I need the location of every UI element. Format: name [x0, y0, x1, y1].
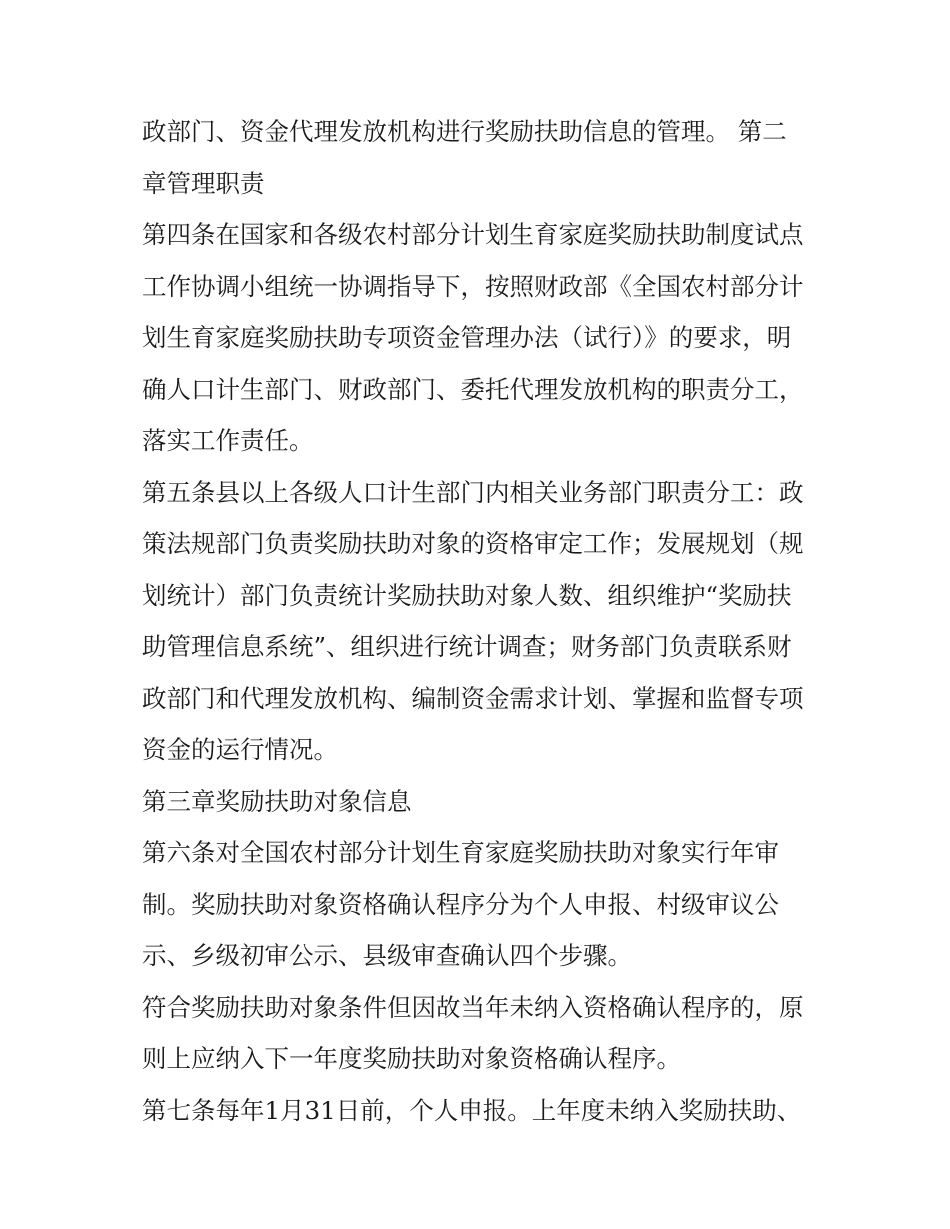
text-line: 政部门和代理发放机构、编制资金需求计划、掌握和监督专项 [142, 683, 804, 713]
text-line: 确人口计生部门、财政部门、委托代理发放机构的职责分工， [142, 374, 804, 404]
text-line: 第三章奖励扶助对象信息 [142, 786, 412, 816]
text-line: 工作协调小组统一协调指导下，按照财政部《全国农村部分计 [142, 271, 804, 301]
text-line: 制。奖励扶助对象资格确认程序分为个人申报、村级审议公 [142, 889, 779, 919]
text-line: 政部门、资金代理发放机构进行奖励扶助信息的管理。 第二 [142, 117, 787, 146]
text-line: 助管理信息系统”、组织进行统计调查；财务部门负责联系财 [142, 632, 792, 661]
text-line: 符合奖励扶助对象条件但因故当年未纳入资格确认程序的，原 [142, 992, 804, 1022]
text-line: 策法规部门负责奖励扶助对象的资格审定工作；发展规划（规 [142, 529, 804, 558]
text-line: 示、乡级初审公示、县级审查确认四个步骤。 [142, 941, 632, 970]
text-line: 章管理职责 [142, 168, 265, 198]
text-line: 第七条每年1月31日前，个人申报。上年度未纳入奖励扶助、 [142, 1095, 802, 1125]
text-line: 第四条在国家和各级农村部分计划生育家庭奖励扶助制度试点 [142, 220, 804, 249]
document-body [142, 106, 822, 1136]
text-line: 第五条县以上各级人口计生部门内相关业务部门职责分工：政 [142, 477, 804, 507]
text-line: 划统计）部门负责统计奖励扶助对象人数、组织维护“奖励扶 [142, 580, 792, 610]
text-line: 资金的运行情况。 [142, 735, 338, 764]
text-line: 第六条对全国农村部分计划生育家庭奖励扶助对象实行年审 [142, 838, 779, 867]
text-line: 落实工作责任。 [142, 426, 314, 455]
text-line: 则上应纳入下一年度奖励扶助对象资格确认程序。 [142, 1044, 681, 1073]
text-line: 划生育家庭奖励扶助专项资金管理办法（试行）》的要求，明 [142, 323, 792, 352]
